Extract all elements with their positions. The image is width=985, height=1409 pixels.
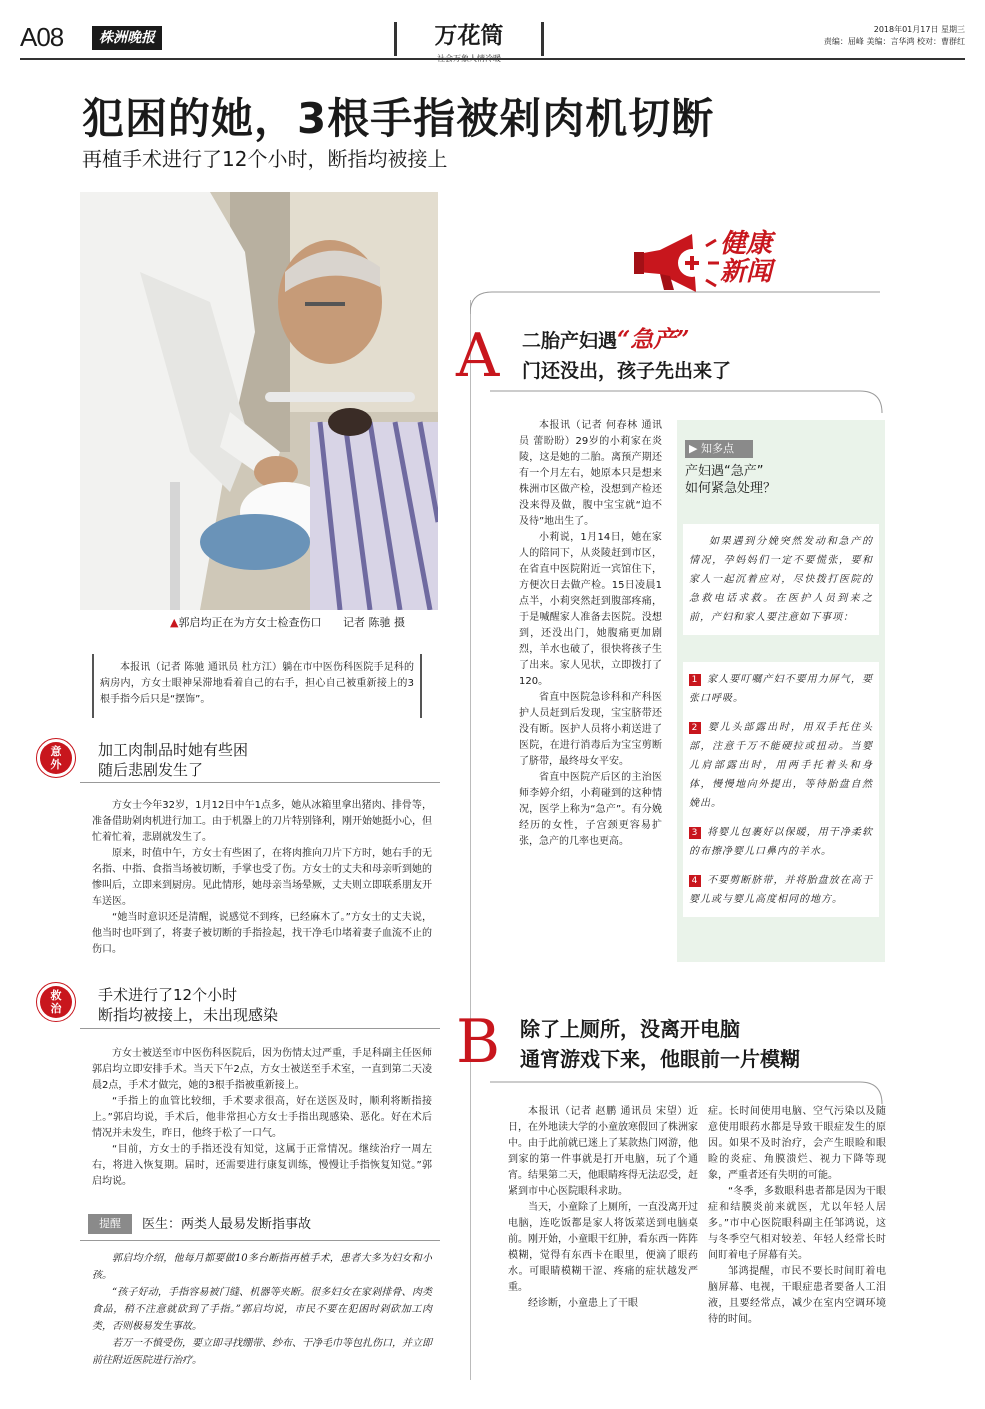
paragraph: 方女士被送至市中医伤科医院后，因为伤情太过严重，手足科副主任医师郭启均立即安排手术。当天下午2点，方女士被送至手术室，一直到第二天凌晨2点，手术才做完，她的3根手指被重新接上。 — [92, 1048, 432, 1091]
health-news-title — [720, 230, 772, 286]
masthead-rule — [20, 58, 965, 60]
marker-label: 救治 — [50, 989, 62, 1015]
paragraph: 原来，时值中午，方女士有些困了，在将肉推向刀片下方时，她右手的无名指、中指、食指当场被切断，手掌也受了伤。方女士的丈夫和母亲听到她的惨叫后，立即来到厨房。见此情形，她母亲当场晕厥，丈夫则立即联系朋友开车送医。 — [92, 848, 432, 907]
section2-rule — [80, 1028, 440, 1029]
story-b-letter: B — [456, 1007, 501, 1077]
paragraph: 省直中医院急诊科和产科医护人员赶到后发现，宝宝脐带还没有断。医护人员将小莉送进了医院，在进行消毒后为宝宝剪断了脐带，最终母女平安。 — [519, 692, 662, 767]
issue-date: 2018年01月17日 星期三 — [873, 25, 965, 34]
section2-title-line2: 断指均被接上，未出现感染 — [98, 1006, 279, 1024]
item-number: 4 — [689, 875, 701, 887]
item-text: 不要剪断脐带，并将胎盘放在高于婴儿或与婴儿高度相同的地方。 — [689, 875, 873, 905]
doctor-examining-patient-image — [80, 192, 438, 610]
page-number: A08 — [20, 22, 64, 52]
paragraph: 症。长时间使用电脑、空气污染以及随意使用眼药水都是导致干眼症发生的原因。如果不及时治疗，会产生眼睑和眼睑的炎症、角膜溃烂、视力下降等现象，严重者还有失明的可能。 — [708, 1106, 886, 1181]
story-b-col2 — [708, 1104, 886, 1328]
health-news-title-line1: 健康 — [720, 229, 773, 259]
item-text: 将婴儿包裹好以保暖，用干净柔软的布擦净婴儿口鼻内的羊水。 — [689, 827, 873, 857]
paragraph: 当天，小童除了上厕所，一直没离开过电脑，连吃饭都是家人将饭菜送到电脑桌前。刚开始，小童眼干红肿，看东西一阵阵模糊，觉得有东西卡在眼里，便滴了眼药水。可眼睛模糊干涩、疼痛的症状越发严重。 — [508, 1202, 698, 1293]
section-marker-treatment — [40, 986, 72, 1018]
paragraph: “冬季，多数眼科患者都是因为干眼症和结膜炎前来就医，尤以年轻人居多。”市中心医院眼科副主任邹鸿说，这与冬季空气相对较差、年轻人经常长时间盯着电子屏幕有关。 — [708, 1186, 886, 1261]
story-b-curve-rule — [490, 1076, 890, 1106]
news-photo — [80, 192, 438, 610]
story-a-title-line2: 门还没出，孩子先出来了 — [522, 360, 732, 382]
caption-text: 郭启均正在为方女士检查伤口 — [178, 616, 322, 629]
megaphone-icon — [630, 232, 720, 294]
main-subheadline: 再植手术进行了12个小时，断指均被接上 — [82, 147, 448, 171]
item-number: 1 — [689, 674, 701, 686]
section1-body — [92, 798, 432, 958]
sidebar-intro: 如果遇到分娩突然发动和急产的情况，孕妈妈们一定不要慌张，要和家人一起沉着应对，尽快拨打医院的急救电话求救。在医护人员到来之前，产妇和家人要注意如下事项： — [689, 536, 873, 623]
sidebar-title-line2: 如何紧急处理？ — [685, 481, 777, 496]
lead-paragraph: 本报讯（记者 陈驰 通讯员 杜方江）躺在市中医伤科医院手足科的病房内，方女士眼神呆滞地看着自己的右手，担心自己被重新接上的3根手指今后只是“摆饰”。 — [100, 662, 414, 705]
item-text: 家人要叮嘱产妇不要用力屏气，要张口呼吸。 — [689, 674, 873, 704]
paragraph: “她当时意识还是清醒，说感觉不到疼，已经麻木了。”方女士的丈夫说，他当时也吓到了，将妻子被切断的手指捡起，找干净毛巾堵着妻子血流不止的伤口。 — [92, 912, 432, 955]
section2-title-line1: 手术进行了12个小时 — [98, 986, 238, 1004]
sidebar-item — [689, 871, 873, 909]
health-news-title-line2: 新闻 — [720, 257, 773, 287]
paragraph: 经诊断，小童患上了干眼 — [528, 1298, 638, 1309]
story-a-title-line1 — [522, 327, 689, 354]
section1-title-line2: 随后悲剧发生了 — [98, 761, 204, 779]
tip-body — [92, 1250, 432, 1369]
story-a-body — [519, 418, 662, 850]
paragraph: 省直中医院产后区的主治医师李婷介绍，小莉碰到的这种情况，医学上称为“急产”。有分娩经历的女性，子宫颈更容易扩张，急产的几率也更高。 — [519, 772, 662, 847]
marker-label: 意外 — [50, 745, 62, 771]
caption-triangle-icon: ▲ — [170, 616, 179, 629]
item-number: 2 — [689, 722, 701, 734]
section-marker-accident — [40, 742, 72, 774]
paragraph: “手指上的血管比较细，手术要求很高，好在送医及时，顺利将断指接上。”郭启均说，手术后，他非常担心方女士手指出现感染、恶化。好在术后情况并未发生，昨日，他终于松了一口气。 — [92, 1096, 432, 1139]
paragraph: “目前，方女士的手指还没有知觉，这属于正常情况。继续治疗一周左右，将进入恢复期。届时，还需要进行康复训练，慢慢让手指恢复知觉。”郭启均说。 — [92, 1144, 432, 1187]
paragraph: 小莉说，1月14日，她在家人的陪同下，从炎陵赶到市区，在省直中医院附近一宾馆住下，方便次日去做产检。15日凌晨1点半，小莉突然赶到腹部疼痛，于是喊醒家人准备去医院。没想到，还没出门，她腹痛更加剧烈，羊水也破了，很快将孩子生了出来。家人见状，立即拨打了120。 — [519, 532, 662, 687]
section-name: 万花筒 — [434, 22, 504, 49]
paragraph: 邹鸿提醒，市民不要长时间盯着电脑屏幕、电视，干眼症患者要备人工泪液，且要经常点，减少在室内空调环境待的时间。 — [708, 1266, 886, 1325]
paper-logo: 株洲晚报 — [92, 26, 162, 50]
photo-credit: 记者 陈驰 摄 — [342, 616, 405, 629]
story-a-title-prefix: 二胎产妇遇 — [522, 330, 618, 352]
story-a-curve-rule — [490, 385, 890, 415]
sidebar-intro-card — [683, 524, 879, 635]
photo-caption — [170, 614, 405, 630]
story-a-letter: A — [456, 321, 500, 391]
paragraph: 方女士今年32岁，1月12日中午1点多，她从冰箱里拿出猪肉、排骨等，准备借助剁肉机进行加工。由于机器上的刀片特别锋利，刚开始她挺小心，但忙着忙着，悲剧就发生了。 — [92, 800, 432, 843]
sidebar-title — [685, 463, 776, 497]
main-headline: 犯困的她，3根手指被剁肉机切断 — [82, 94, 715, 143]
tip-rule — [80, 1240, 440, 1241]
tip-tag: 提醒 — [88, 1214, 132, 1234]
sidebar-items-card — [683, 662, 879, 917]
section1-title-line1: 加工肉制品时她有些困 — [98, 741, 249, 759]
paragraph: 若万一不慎受伤，要立即寻找绷带、纱布、干净毛巾等包扎伤口，并立即前往附近医院进行治疗。 — [92, 1338, 432, 1366]
story-a-title-emphasis: “急产” — [617, 326, 690, 353]
paragraph: 郭启均介绍，他每月都要做10多台断指再植手术，患者大多为妇女和小孩。 — [92, 1253, 432, 1281]
paragraph: 本报讯（记者 赵鹏 通讯员 宋望）近日，在外地读大学的小童放寒假回了株洲家中。由于此前就已迷上了某款热门网游，他到家的第一件事就是打开电脑，玩了个通宵。结果第二天，他眼睛疼得无法忍受，赶紧到市中心医院眼科求助。 — [508, 1106, 698, 1197]
sidebar-tag-label: 知多点 — [700, 442, 734, 455]
editors-line: 责编：屈峰 美编：言华鸿 校对：曹群红 — [823, 37, 965, 46]
column-divider — [470, 300, 471, 1380]
item-number: 3 — [689, 827, 701, 839]
paragraph: 本报讯（记者 何春林 通讯员 蕾盼盼）29岁的小莉家在炎陵，这是她的二胎。离预产期还有一个月左右，她原本只是想来株洲市区做产检，没想到产检还没来得及做，腹中宝宝就“迫不及待”地出生了。 — [519, 420, 662, 527]
header-curve-rule — [470, 286, 890, 316]
sidebar-item — [689, 670, 873, 708]
story-b-col1 — [508, 1104, 698, 1312]
sidebar-title-line1: 产妇遇“急产” — [685, 464, 764, 479]
tip-title: 医生：两类人最易发断指事故 — [142, 1217, 312, 1232]
sidebar-item — [689, 823, 873, 861]
item-text: 婴儿头部露出时，用双手托住头部，注意千万不能硬拉或扭动。当婴儿肩部露出时，用两手托着头和身体，慢慢地向外提出，等待胎盘自然娩出。 — [689, 722, 873, 809]
story-b-title-line1: 除了上厕所，没离开电脑 — [520, 1017, 740, 1041]
paragraph: “孩子好动，手指容易被门缝、机器等夹断。很多妇女在家剁排骨、肉类食品，稍不注意就砍到了手指。”郭启均说，市民不要在犯困时剁砍加工肉类，否则极易发生事故。 — [92, 1287, 432, 1332]
section1-rule — [80, 782, 440, 783]
story-b-title-line2: 通宵游戏下来，他眼前一片模糊 — [520, 1047, 800, 1071]
sidebar-tag — [685, 440, 753, 458]
sidebar-item — [689, 718, 873, 813]
section2-body — [92, 1046, 432, 1190]
sidebar-tag-icon: ▶ — [689, 442, 698, 455]
